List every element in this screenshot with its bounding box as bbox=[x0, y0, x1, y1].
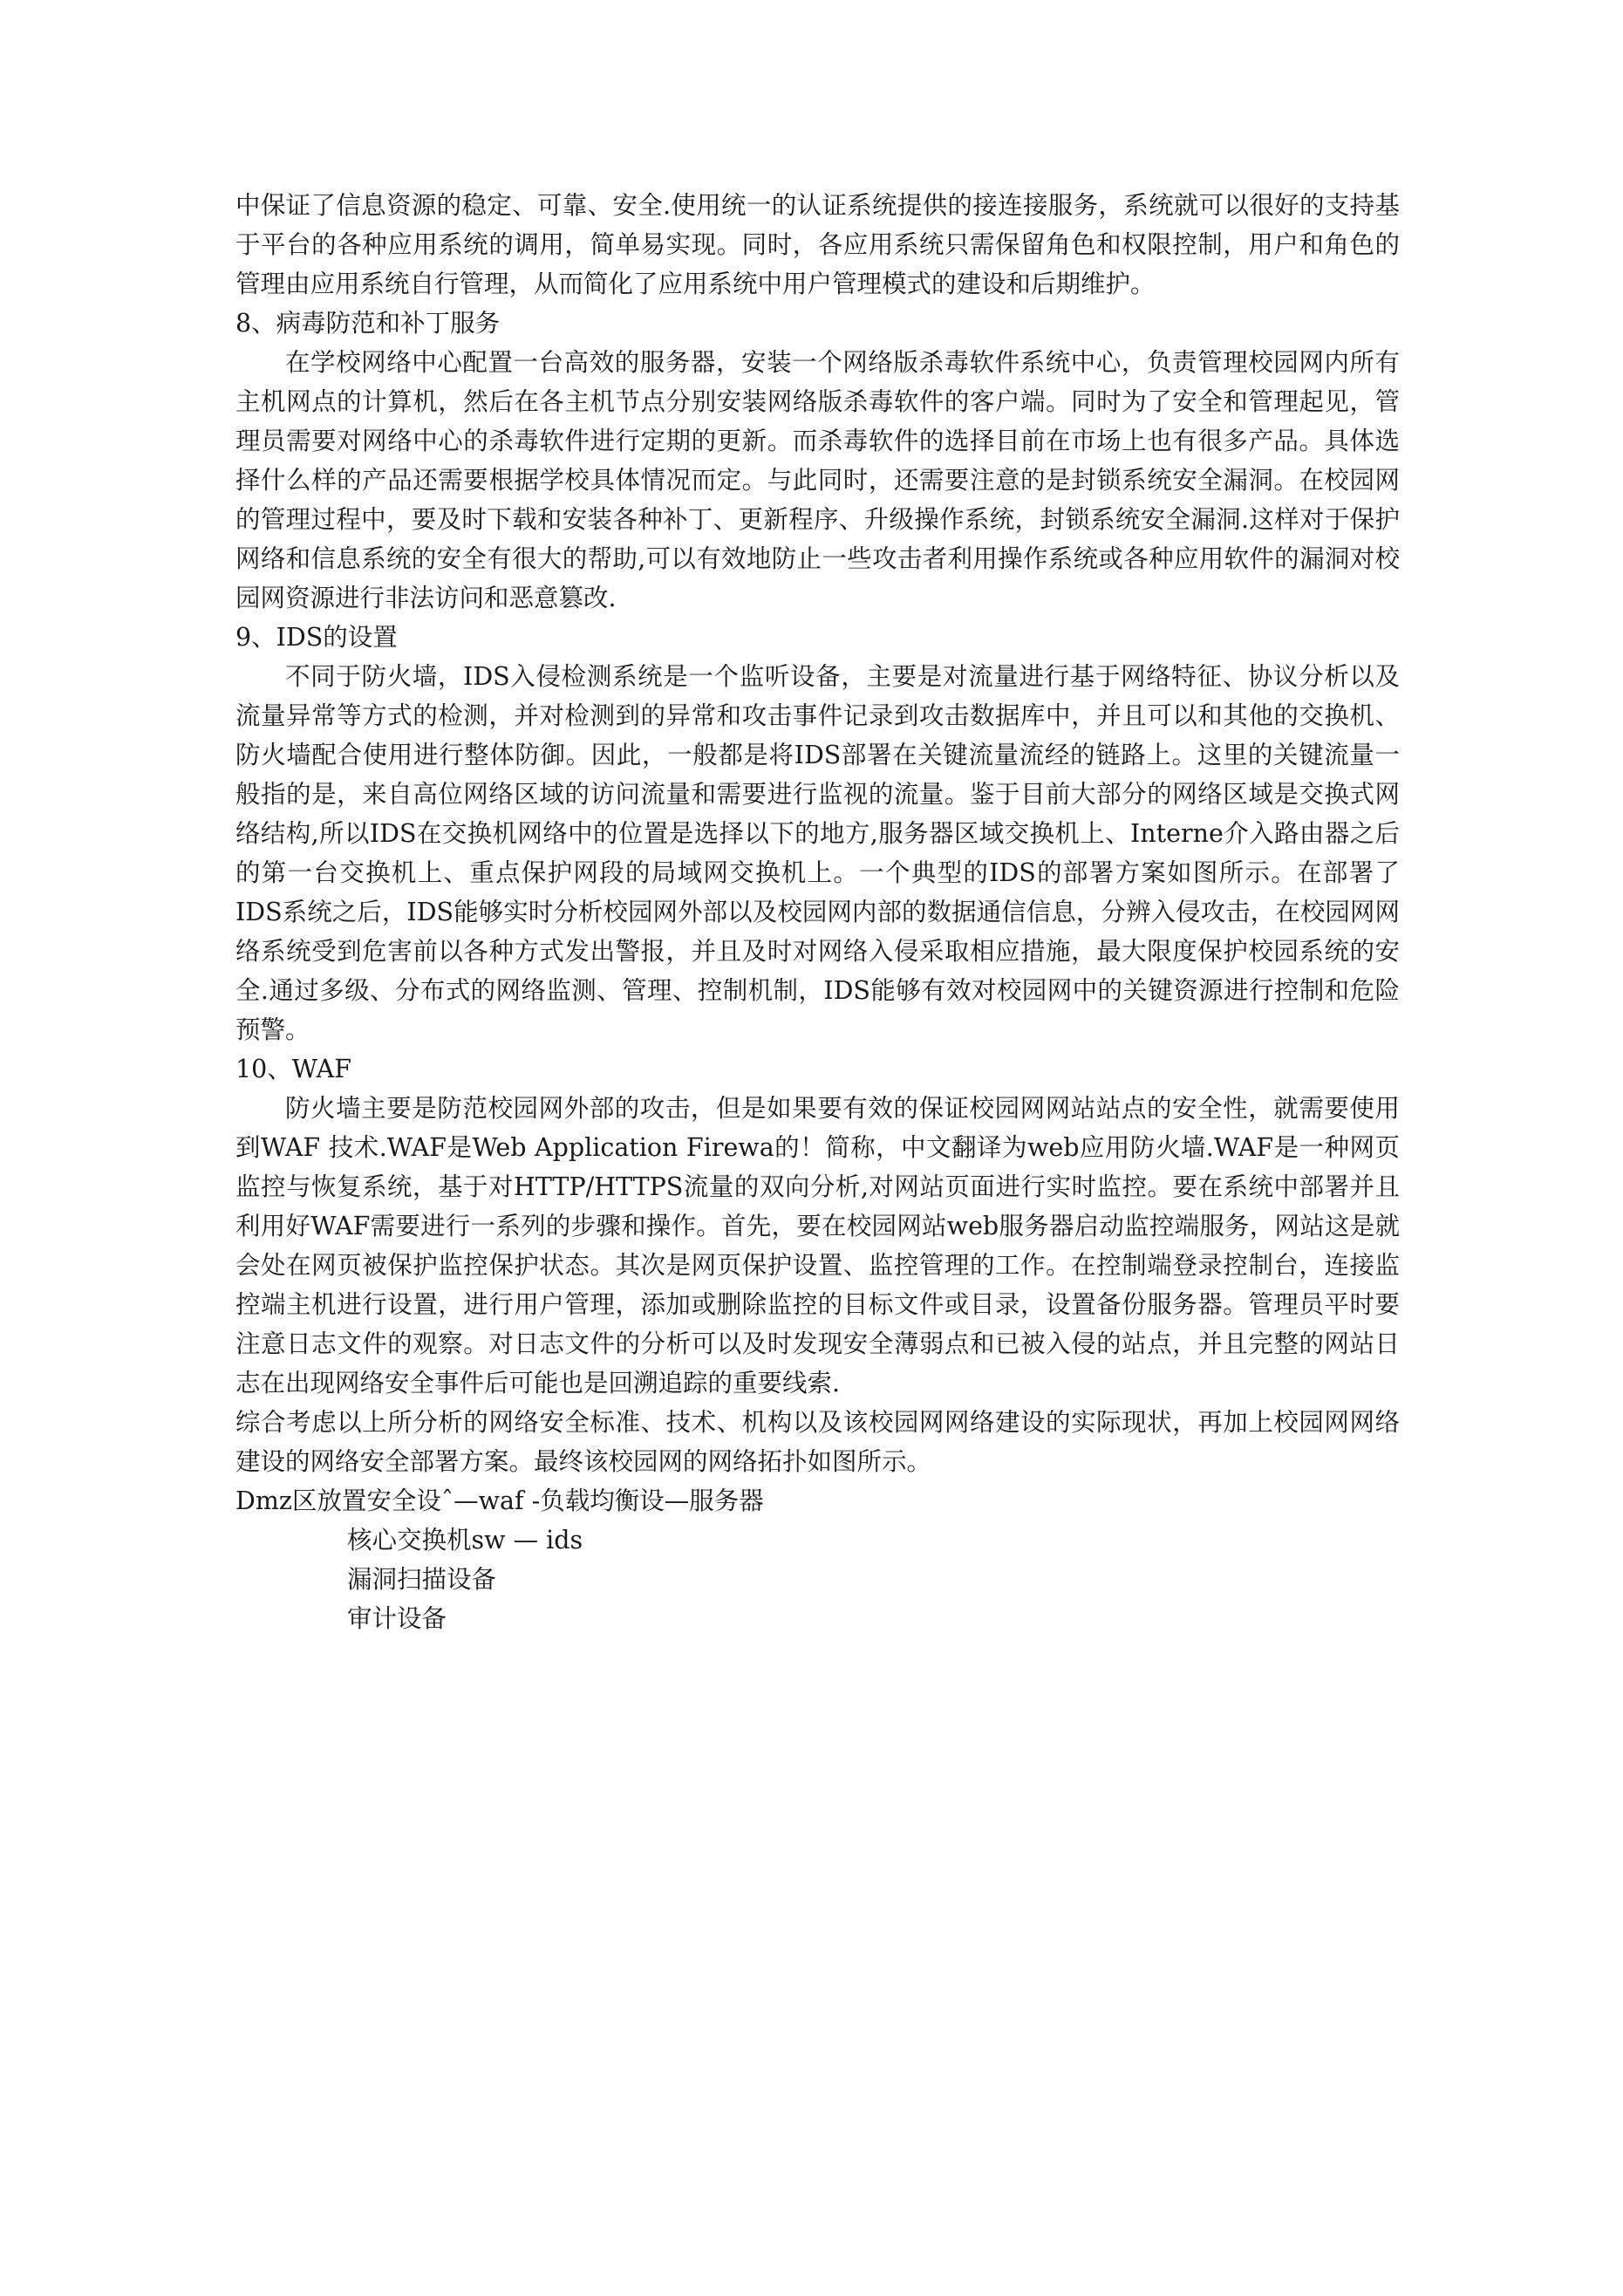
section-8-heading: 8、病毒防范和补丁服务 bbox=[235, 309, 501, 338]
topology-item-audit-device: 审计设备 bbox=[347, 1604, 447, 1633]
topology-item-vuln-scanner: 漏洞扫描设备 bbox=[347, 1565, 497, 1594]
document-page bbox=[235, 186, 1400, 1638]
section-10-body: 防火墙主要是防范校园网外部的攻击，但是如果要有效的保证校园网网站站点的安全性，就需要使用到WAF 技术.WAF是Web Application Firewa的！简称，中文翻译为web应用防火墙.WAF是一种网页监控与恢复系统，基于对HTTP/HTTPS流量的双向分析,对网站页面进行实时监控。要在系统中部署并且利用好WAF需要进行一系列的步骤和操作。首先，要在校园网站web服务器启动监控端服务，网站这是就会处在网页被保护监控保护状态。其次是网页保护设置、监控管理的工作。在控制端登录控制台，连接监控端主机进行设置，进行用户管理，添加或删除监控的目标文件或目录，设置备份服务器。管理员平时要注意日志文件的观察。对日志文件的分析可以及时发现安全薄弱点和已被入侵的站点，并且完整的网站日志在出现网络安全事件后可能也是回溯追踪的重要线索. bbox=[235, 1094, 1400, 1397]
topology-dmz-line: Dmz区放置安全设ˆ—waf -负载均衡设—服务器 bbox=[235, 1486, 764, 1515]
conclusion-paragraph: 综合考虑以上所分析的网络安全标准、技术、机构以及该校园网网络建设的实际现状，再加上校园网网络建设的网络安全部署方案。最终该校园网的网络拓扑如图所示。 bbox=[235, 1408, 1400, 1476]
section-10-heading: 10、WAF bbox=[235, 1055, 351, 1083]
section-9-heading: 9、IDS的设置 bbox=[235, 623, 398, 652]
intro-paragraph: 中保证了信息资源的稳定、可靠、安全.使用统一的认证系统提供的接连接服务，系统就可以很好的支持基于平台的各种应用系统的调用，简单易实现。同时，各应用系统只需保留角色和权限控制，用户和角色的管理由应用系统自行管理，从而简化了应用系统中用户管理模式的建设和后期维护。 bbox=[235, 191, 1400, 298]
topology-item-core-switch: 核心交换机sw — ids bbox=[347, 1526, 583, 1555]
section-9-body: 不同于防火墙，IDS入侵检测系统是一个监听设备，主要是对流量进行基于网络特征、协议分析以及流量异常等方式的检测，并对检测到的异常和攻击事件记录到攻击数据库中，并且可以和其他的交换机、防火墙配合使用进行整体防御。因此，一般都是将IDS部署在关键流量流经的链路上。这里的关键流量一般指的是，来自高位网络区域的访问流量和需要进行监视的流量。鉴于目前大部分的网络区域是交换式网络结构,所以IDS在交换机网络中的位置是选择以下的地方,服务器区域交换机上、Interne介入路由器之后的第一台交换机上、重点保护网段的局域网交换机上。一个典型的IDS的部署方案如图所示。在部署了 IDS系统之后，IDS能够实时分析校园网外部以及校园网内部的数据通信信息，分辨入侵攻击，在校园网网络系统受到危害前以各种方式发出警报，并且及时对网络入侵采取相应措施，最大限度保护校园系统的安全.通过多级、分布式的网络监测、管理、控制机制，IDS能够有效对校园网中的关键资源进行控制和危险预警。 bbox=[235, 662, 1400, 1044]
section-8-body: 在学校网络中心配置一台高效的服务器，安装一个网络版杀毒软件系统中心，负责管理校园网内所有主机网点的计算机，然后在各主机节点分别安装网络版杀毒软件的客户端。同时为了安全和管理起见，管理员需要对网络中心的杀毒软件进行定期的更新。而杀毒软件的选择目前在市场上也有很多产品。具体选择什么样的产品还需要根据学校具体情况而定。与此同时，还需要注意的是封锁系统安全漏洞。在校园网的管理过程中，要及时下载和安装各种补丁、更新程序、升级操作系统，封锁系统安全漏洞.这样对于保护网络和信息系统的安全有很大的帮助,可以有效地防止一些攻击者利用操作系统或各种应用软件的漏洞对校园网资源进行非法访问和恶意篡改. bbox=[235, 348, 1400, 612]
